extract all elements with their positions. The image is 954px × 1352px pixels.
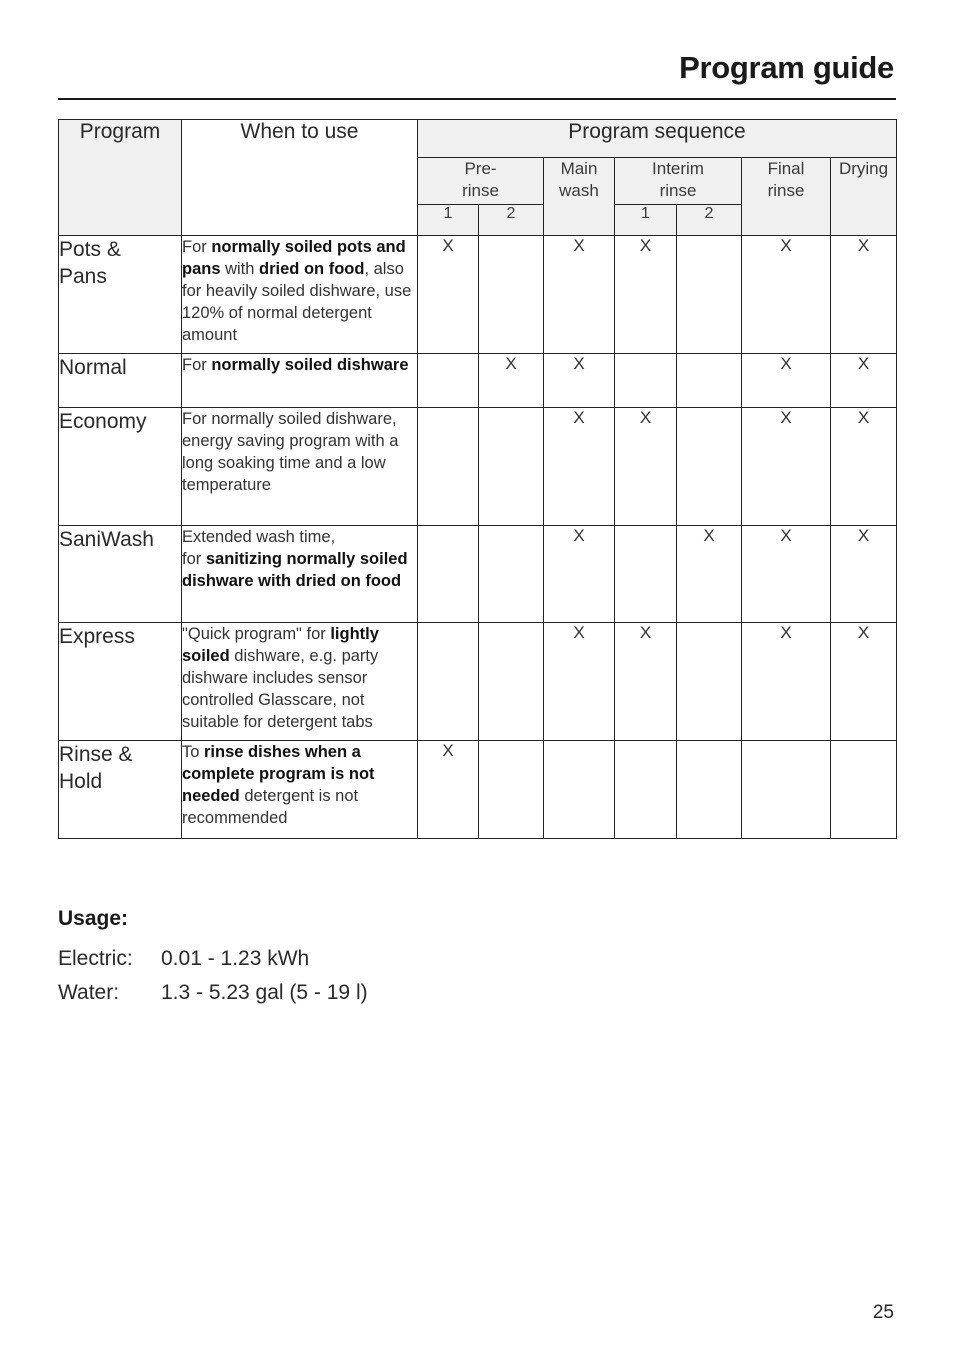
use-text: "Quick program" for [182,625,331,643]
use-text: , also for heavily soiled dishware, use 120% of normal detergent amount [182,260,412,344]
sequence-mark [677,408,742,526]
usage-water-label: Water: [58,981,120,1004]
use-text-bold: dried on food [259,260,365,278]
sequence-mark [615,526,677,623]
program-name: Economy [59,408,182,526]
program-name: Normal [59,354,182,408]
use-text-bold: rinse dishes when a complete program is not needed [182,743,375,805]
table-row [59,354,897,408]
sequence-mark [544,741,615,839]
sequence-mark [479,526,544,623]
header-interim-1: 1 [615,205,677,236]
table-row [59,741,897,839]
sequence-mark: X [544,526,615,623]
usage-water-value: 1.3 - 5.23 gal (5 - 19 l) [161,981,368,1004]
sequence-mark: X [742,408,831,526]
header-prerinse-1: 1 [418,205,479,236]
sequence-mark: X [418,236,479,354]
sequence-mark [479,408,544,526]
sequence-mark [418,408,479,526]
sequence-mark: X [831,526,897,623]
header-when-to-use: When to use [182,120,418,236]
table-row [59,236,897,354]
sequence-mark [831,741,897,839]
header-interim-rinse: Interim rinse [615,158,742,205]
sequence-mark: X [544,354,615,408]
use-text-bold: sanitizing normally soiled dishware with dried on food [182,550,408,590]
sequence-mark [677,741,742,839]
use-text: For [182,356,212,374]
sequence-mark: X [831,236,897,354]
table-row [59,408,897,526]
sequence-mark [418,354,479,408]
use-text: detergent is not recommended [182,787,359,827]
sequence-mark: X [615,408,677,526]
program-guide-table [58,119,897,839]
sequence-mark: X [418,741,479,839]
use-text: dishware, e.g. party dishware includes sensor controlled Glasscare, not suitable for detergent tabs [182,647,379,731]
use-text: To [182,743,205,761]
sequence-mark [677,623,742,741]
sequence-mark: X [677,526,742,623]
header-program: Program [59,120,182,236]
sequence-mark: X [831,623,897,741]
usage-title: Usage: [58,907,129,930]
program-name: Pots & Pans [59,236,182,354]
sequence-mark [615,354,677,408]
sequence-mark [418,526,479,623]
use-text: with [220,260,260,278]
sequence-mark: X [742,623,831,741]
use-text: For normally soiled dishware, energy saving program with a long soaking time and a low temperature [182,410,399,494]
sequence-mark: X [544,236,615,354]
use-text: For [182,238,212,256]
header-program-sequence: Program sequence [418,120,897,158]
usage-electric-label: Electric: [58,947,133,970]
title-divider [58,98,896,100]
sequence-mark [677,236,742,354]
sequence-mark: X [615,236,677,354]
when-to-use [182,741,418,839]
use-text-bold: normally soiled pots and pans [182,238,406,278]
program-name: Express [59,623,182,741]
sequence-mark: X [742,354,831,408]
sequence-mark: X [742,526,831,623]
when-to-use [182,623,418,741]
use-text-bold: lightly soiled [182,625,379,665]
sequence-mark: X [742,236,831,354]
program-name: SaniWash [59,526,182,623]
sequence-mark: X [615,623,677,741]
sequence-mark: X [479,354,544,408]
header-final-rinse: Final rinse [742,158,831,236]
use-text: Extended wash time, for [182,528,336,568]
header-prerinse: Pre- rinse [418,158,544,205]
table-row [59,526,897,623]
sequence-mark [479,741,544,839]
when-to-use [182,408,418,526]
sequence-mark [742,741,831,839]
sequence-mark: X [831,354,897,408]
usage-electric-value: 0.01 - 1.23 kWh [161,947,310,970]
page-title: Program guide [679,50,894,85]
when-to-use [182,354,418,408]
program-name: Rinse & Hold [59,741,182,839]
header-interim-2: 2 [677,205,742,236]
header-main-wash: Main wash [544,158,615,236]
header-drying: Drying [831,158,897,236]
sequence-mark [479,236,544,354]
when-to-use [182,526,418,623]
sequence-mark: X [544,408,615,526]
sequence-mark: X [544,623,615,741]
sequence-mark: X [831,408,897,526]
use-text-bold: normally soiled dishware [211,356,409,374]
sequence-mark [615,741,677,839]
sequence-mark [479,623,544,741]
sequence-mark [677,354,742,408]
header-prerinse-2: 2 [479,205,544,236]
table-row [59,623,897,741]
page-number: 25 [872,1302,894,1323]
when-to-use [182,236,418,354]
sequence-mark [418,623,479,741]
